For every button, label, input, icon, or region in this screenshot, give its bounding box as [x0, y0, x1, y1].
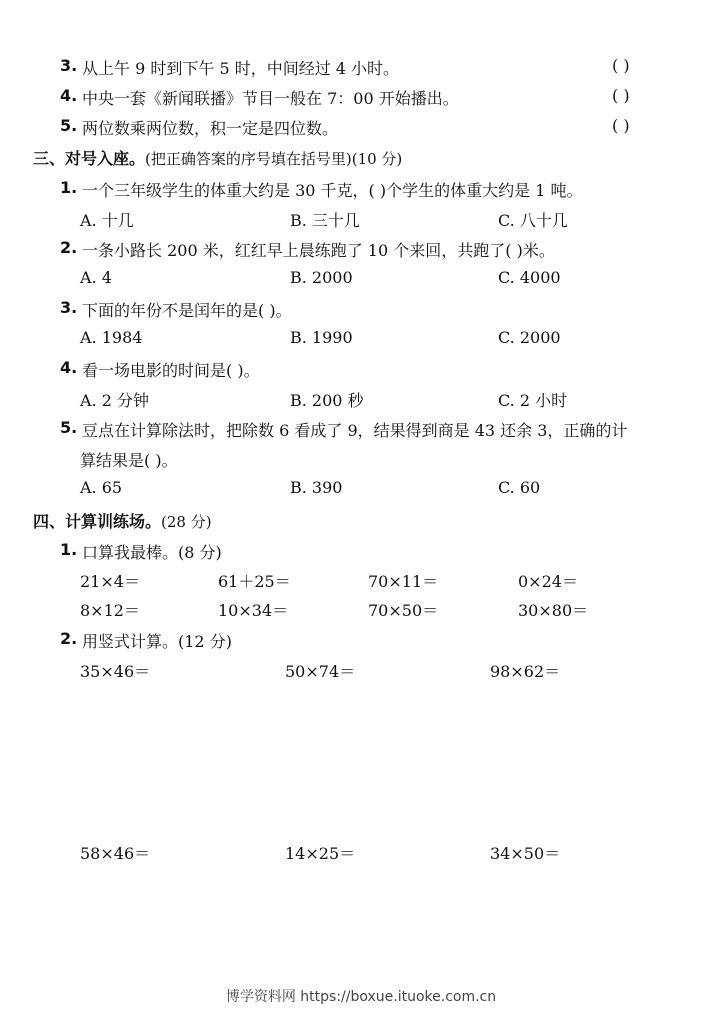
section-note: (把正确答案的序号填在括号里)(10 分): [145, 150, 403, 168]
option-b[interactable]: B. 2000: [290, 268, 353, 287]
section-note: (28 分): [161, 513, 212, 531]
section-3-heading: [33, 146, 402, 169]
oral-problem[interactable]: 70×50＝: [368, 601, 439, 620]
oral-problem[interactable]: 10×34＝: [218, 601, 289, 620]
item-text: 用竖式计算。(12 分): [82, 632, 232, 651]
section-title: 四、计算训练场。: [33, 512, 162, 531]
option-c[interactable]: C. 2000: [498, 328, 561, 347]
option-c[interactable]: C. 60: [498, 478, 541, 497]
oral-problem[interactable]: 0×24＝: [518, 572, 578, 591]
oral-problem[interactable]: 70×11＝: [368, 572, 439, 591]
item-number: 2.: [60, 238, 78, 257]
item-text-continued: 算结果是( )。: [80, 451, 178, 470]
item-number: 1.: [60, 178, 78, 197]
option-a[interactable]: A. 2 分钟: [80, 391, 149, 410]
oral-problem[interactable]: 61＋25＝: [218, 572, 291, 591]
item-number: 4.: [60, 86, 78, 105]
item-text: 一个三年级学生的体重大约是 30 千克，( )个学生的体重大约是 1 吨。: [82, 181, 583, 200]
section-4-heading: [33, 509, 212, 532]
option-a[interactable]: A. 十几: [80, 211, 134, 230]
item-text: 中央一套《新闻联播》节目一般在 7：00 开始播出。: [82, 89, 459, 108]
item-text: 一条小路长 200 米，红红早上晨练跑了 10 个来回，共跑了( )米。: [82, 241, 555, 260]
vertical-problem[interactable]: 14×25＝: [285, 844, 356, 863]
item-text: 口算我最棒。(8 分): [82, 543, 222, 562]
option-c[interactable]: C. 2 小时: [498, 391, 568, 410]
oral-problem[interactable]: 8×12＝: [80, 601, 140, 620]
page-footer: 博学资料网 https://boxue.ituoke.com.cn: [225, 989, 497, 1005]
item-text: 两位数乘两位数，积一定是四位数。: [82, 119, 339, 138]
vertical-problem[interactable]: 34×50＝: [490, 844, 561, 863]
option-a[interactable]: A. 1984: [80, 328, 143, 347]
option-b[interactable]: B. 1990: [290, 328, 353, 347]
vertical-problem[interactable]: 58×46＝: [80, 844, 151, 863]
oral-problem[interactable]: 30×80＝: [518, 601, 589, 620]
option-b[interactable]: B. 390: [290, 478, 343, 497]
item-number: 3.: [60, 56, 78, 75]
answer-paren[interactable]: ( ): [612, 86, 630, 105]
item-text: 豆点在计算除法时，把除数 6 看成了 9，结果得到商是 43 还余 3，正确的计: [82, 421, 628, 440]
section-title: 三、对号入座。: [33, 149, 146, 168]
item-number: 4.: [60, 358, 78, 377]
vertical-problem[interactable]: 98×62＝: [490, 662, 561, 681]
item-text: 看一场电影的时间是( )。: [82, 361, 260, 380]
item-number: 2.: [60, 629, 78, 648]
vertical-problem[interactable]: 50×74＝: [285, 662, 356, 681]
answer-paren[interactable]: ( ): [612, 116, 630, 135]
option-c[interactable]: C. 八十几: [498, 211, 568, 230]
item-number: 1.: [60, 540, 78, 559]
option-b[interactable]: B. 三十几: [290, 211, 360, 230]
option-b[interactable]: B. 200 秒: [290, 391, 364, 410]
option-a[interactable]: A. 65: [80, 478, 123, 497]
option-c[interactable]: C. 4000: [498, 268, 561, 287]
option-a[interactable]: A. 4: [80, 268, 112, 287]
item-text: 从上午 9 时到下午 5 时，中间经过 4 小时。: [82, 59, 400, 78]
item-number: 5.: [60, 418, 78, 437]
answer-paren[interactable]: ( ): [612, 56, 630, 75]
item-text: 下面的年份不是闰年的是( )。: [82, 301, 292, 320]
vertical-problem[interactable]: 35×46＝: [80, 662, 151, 681]
oral-problem[interactable]: 21×4＝: [80, 572, 140, 591]
item-number: 3.: [60, 298, 78, 317]
item-number: 5.: [60, 116, 78, 135]
